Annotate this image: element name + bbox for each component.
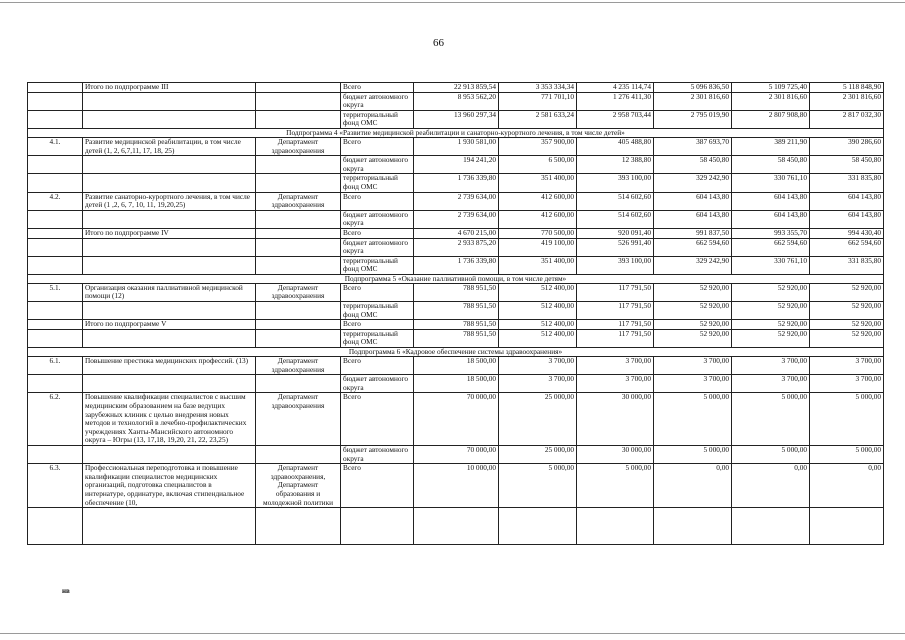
- row-code: [28, 174, 83, 192]
- row-amount-5: 58 450,80: [732, 156, 810, 174]
- row-amount-1: 18 500,00: [414, 357, 499, 375]
- page-edge-top: [0, 2, 905, 3]
- row-responsible-org: Департамент здравоохранения: [256, 357, 341, 375]
- table-row: [28, 283, 884, 301]
- row-amount-4: 5 096 836,50: [654, 83, 732, 93]
- row-responsible-org: [256, 320, 341, 330]
- row-amount-5: 662 594,60: [732, 238, 810, 256]
- row-amount-2: 512 400,00: [499, 320, 577, 330]
- row-amount-6: 2 301 816,60: [810, 92, 884, 110]
- row-code: [28, 92, 83, 110]
- row-amount-2: 3 353 334,34: [499, 83, 577, 93]
- row-amount-3: 30 000,00: [577, 393, 654, 446]
- row-activity-name: Организация оказания паллиативной медицинской помощи (12): [83, 283, 256, 301]
- row-responsible-org: [256, 238, 341, 256]
- row-code: [28, 238, 83, 256]
- row-amount-5: 52 920,00: [732, 302, 810, 320]
- row-amount-2: 3 700,00: [499, 375, 577, 393]
- row-amount-5: 0,00: [732, 464, 810, 508]
- table-row: [28, 156, 884, 174]
- row-responsible-org: Департамент здравоохранения, Департамент образования и молодежной политики: [256, 464, 341, 508]
- row-amount-1: 4 670 215,00: [414, 228, 499, 238]
- blank-cell: [732, 508, 810, 545]
- section-title: Подпрограмма 4 «Развитие медицинской реабилитации и санаторно-курортного лечения, в том числе детей»: [28, 128, 884, 137]
- row-amount-5: 993 355,70: [732, 228, 810, 238]
- table-row: [28, 174, 884, 192]
- table-row: [28, 137, 884, 155]
- row-amount-4: 52 920,00: [654, 320, 732, 330]
- blank-cell: [499, 508, 577, 545]
- row-funding-source: бюджет автономного округа: [341, 445, 414, 463]
- row-code: [28, 256, 83, 274]
- table-row: [28, 83, 884, 93]
- row-amount-5: 2 807 908,80: [732, 110, 810, 128]
- table-row: [28, 238, 884, 256]
- row-code: [28, 110, 83, 128]
- row-amount-4: 604 143,80: [654, 210, 732, 228]
- row-funding-source: Всего: [341, 283, 414, 301]
- row-amount-3: 1 276 411,30: [577, 92, 654, 110]
- row-amount-6: 52 920,00: [810, 329, 884, 347]
- row-funding-source: территориальный фонд ОМС: [341, 329, 414, 347]
- row-amount-6: 662 594,60: [810, 238, 884, 256]
- row-amount-2: 351 400,00: [499, 174, 577, 192]
- row-amount-6: 5 000,00: [810, 445, 884, 463]
- row-amount-1: 13 960 297,34: [414, 110, 499, 128]
- row-amount-4: 604 143,80: [654, 192, 732, 210]
- row-amount-6: 994 430,40: [810, 228, 884, 238]
- row-amount-3: 4 235 114,74: [577, 83, 654, 93]
- table-row: [28, 320, 884, 330]
- row-responsible-org: [256, 375, 341, 393]
- table-row: [28, 192, 884, 210]
- row-activity-name: [83, 210, 256, 228]
- row-amount-3: 5 000,00: [577, 464, 654, 508]
- table-row: [28, 92, 884, 110]
- row-amount-4: 387 693,70: [654, 137, 732, 155]
- table-row: [28, 375, 884, 393]
- row-amount-3: 405 488,80: [577, 137, 654, 155]
- page-number: 66: [433, 37, 444, 49]
- row-code: [28, 210, 83, 228]
- row-amount-4: 662 594,60: [654, 238, 732, 256]
- row-activity-name: Профессиональная переподготовка и повышение квалификации специалистов медицинских организаций, подготовка специалистов в интернатуре, ординатуре, включая стипендиальное обеспечение (10,: [83, 464, 256, 508]
- row-amount-3: 393 100,00: [577, 256, 654, 274]
- row-amount-2: 3 700,00: [499, 357, 577, 375]
- row-amount-3: 3 700,00: [577, 357, 654, 375]
- row-amount-1: 2 739 634,00: [414, 210, 499, 228]
- row-funding-source: Всего: [341, 464, 414, 508]
- section-header-row: [28, 274, 884, 283]
- row-amount-5: 330 761,10: [732, 256, 810, 274]
- row-amount-3: 12 388,80: [577, 156, 654, 174]
- row-amount-6: 0,00: [810, 464, 884, 508]
- row-code: [28, 228, 83, 238]
- row-code: [28, 302, 83, 320]
- table-row: [28, 110, 884, 128]
- table-row: [28, 256, 884, 274]
- row-amount-3: 514 602,60: [577, 210, 654, 228]
- row-amount-1: 70 000,00: [414, 445, 499, 463]
- row-funding-source: бюджет автономного округа: [341, 375, 414, 393]
- row-amount-3: 2 958 703,44: [577, 110, 654, 128]
- row-amount-5: 52 920,00: [732, 283, 810, 301]
- row-code: 6.3.: [28, 464, 83, 508]
- row-responsible-org: Департамент здравоохранения: [256, 393, 341, 446]
- row-amount-1: 2 739 634,00: [414, 192, 499, 210]
- row-code: [28, 156, 83, 174]
- table-row: [28, 393, 884, 446]
- row-funding-source: Всего: [341, 192, 414, 210]
- row-amount-4: 3 700,00: [654, 357, 732, 375]
- row-responsible-org: Департамент здравоохранения: [256, 283, 341, 301]
- row-amount-2: 5 000,00: [499, 464, 577, 508]
- row-funding-source: Всего: [341, 137, 414, 155]
- section-title: Подпрограмма 5 «Оказание паллиативной помощи, в том числе детям»: [28, 274, 884, 283]
- row-code: [28, 329, 83, 347]
- row-funding-source: бюджет автономного округа: [341, 92, 414, 110]
- row-amount-2: 412 600,00: [499, 210, 577, 228]
- row-responsible-org: [256, 302, 341, 320]
- row-activity-name: Развитие санаторно-курортного лечения, в том числе детей (1 ,2, 6, 7, 10, 11, 19,20,25): [83, 192, 256, 210]
- table-row: [28, 464, 884, 508]
- row-code: 6.2.: [28, 393, 83, 446]
- blank-cell: [810, 508, 884, 545]
- row-funding-source: Всего: [341, 320, 414, 330]
- row-responsible-org: [256, 329, 341, 347]
- row-activity-name: Итого по подпрограмме III: [83, 83, 256, 93]
- table-row: [28, 357, 884, 375]
- row-funding-source: бюджет автономного округа: [341, 210, 414, 228]
- row-amount-4: 2 301 816,60: [654, 92, 732, 110]
- row-amount-2: 770 500,00: [499, 228, 577, 238]
- row-responsible-org: Департамент здравоохранения: [256, 137, 341, 155]
- row-funding-source: Всего: [341, 357, 414, 375]
- row-funding-source: Всего: [341, 393, 414, 446]
- row-activity-name: [83, 375, 256, 393]
- row-amount-2: 6 500,00: [499, 156, 577, 174]
- table-row: [28, 228, 884, 238]
- row-activity-name: [83, 329, 256, 347]
- row-activity-name: Развитие медицинской реабилитации, в том числе детей (1, 2, 6,7,11, 17, 18, 25): [83, 137, 256, 155]
- row-amount-2: 771 701,10: [499, 92, 577, 110]
- row-funding-source: Всего: [341, 83, 414, 93]
- row-responsible-org: [256, 256, 341, 274]
- row-amount-6: 58 450,80: [810, 156, 884, 174]
- row-amount-2: 412 600,00: [499, 192, 577, 210]
- section-header-row: [28, 348, 884, 357]
- blank-cell: [654, 508, 732, 545]
- blank-cell: [341, 508, 414, 545]
- footer-mark: нв: [62, 587, 70, 595]
- row-amount-6: 2 817 032,30: [810, 110, 884, 128]
- row-amount-1: 1 736 339,80: [414, 174, 499, 192]
- section-header-row: [28, 128, 884, 137]
- blank-cell: [28, 508, 83, 545]
- row-amount-4: 2 795 019,90: [654, 110, 732, 128]
- row-code: [28, 320, 83, 330]
- row-activity-name: [83, 174, 256, 192]
- row-amount-2: 419 100,00: [499, 238, 577, 256]
- row-code: [28, 83, 83, 93]
- row-responsible-org: [256, 92, 341, 110]
- row-responsible-org: [256, 156, 341, 174]
- row-activity-name: Повышение престижа медицинских профессий. (13): [83, 357, 256, 375]
- row-funding-source: территориальный фонд ОМС: [341, 110, 414, 128]
- row-amount-1: 10 000,00: [414, 464, 499, 508]
- row-amount-2: 25 000,00: [499, 393, 577, 446]
- row-responsible-org: [256, 228, 341, 238]
- blank-cell: [577, 508, 654, 545]
- row-amount-6: 5 000,00: [810, 393, 884, 446]
- row-amount-6: 52 920,00: [810, 283, 884, 301]
- row-amount-2: 512 400,00: [499, 302, 577, 320]
- row-amount-5: 52 920,00: [732, 329, 810, 347]
- row-amount-5: 5 109 725,40: [732, 83, 810, 93]
- row-amount-5: 604 143,80: [732, 210, 810, 228]
- budget-table-body: [28, 83, 884, 545]
- row-activity-name: Итого по подпрограмме V: [83, 320, 256, 330]
- row-amount-5: 3 700,00: [732, 357, 810, 375]
- table-row: [28, 329, 884, 347]
- row-activity-name: [83, 302, 256, 320]
- row-amount-6: 604 143,80: [810, 192, 884, 210]
- row-amount-6: 3 700,00: [810, 375, 884, 393]
- row-amount-6: 604 143,80: [810, 210, 884, 228]
- row-amount-2: 2 581 633,24: [499, 110, 577, 128]
- row-amount-1: 788 951,50: [414, 283, 499, 301]
- row-amount-3: 3 700,00: [577, 375, 654, 393]
- row-amount-3: 30 000,00: [577, 445, 654, 463]
- row-amount-6: 3 700,00: [810, 357, 884, 375]
- row-amount-3: 117 791,50: [577, 329, 654, 347]
- row-amount-2: 512 400,00: [499, 283, 577, 301]
- row-amount-6: 5 118 848,90: [810, 83, 884, 93]
- row-responsible-org: [256, 174, 341, 192]
- row-amount-5: 2 301 816,60: [732, 92, 810, 110]
- row-amount-4: 329 242,90: [654, 174, 732, 192]
- row-amount-6: 52 920,00: [810, 320, 884, 330]
- table-row: [28, 445, 884, 463]
- row-amount-2: 351 400,00: [499, 256, 577, 274]
- section-title: Подпрограмма 6 «Кадровое обеспечение системы здравоохранения»: [28, 348, 884, 357]
- row-amount-5: 389 211,90: [732, 137, 810, 155]
- row-amount-4: 52 920,00: [654, 329, 732, 347]
- row-amount-5: 604 143,80: [732, 192, 810, 210]
- row-amount-6: 390 286,60: [810, 137, 884, 155]
- row-code: 4.1.: [28, 137, 83, 155]
- row-amount-1: 1 736 339,80: [414, 256, 499, 274]
- row-funding-source: территориальный фонд ОМС: [341, 174, 414, 192]
- row-activity-name: [83, 256, 256, 274]
- row-amount-5: 5 000,00: [732, 393, 810, 446]
- row-activity-name: [83, 156, 256, 174]
- table-row: [28, 210, 884, 228]
- row-responsible-org: [256, 83, 341, 93]
- row-amount-4: 52 920,00: [654, 283, 732, 301]
- row-amount-3: 526 991,40: [577, 238, 654, 256]
- row-funding-source: территориальный фонд ОМС: [341, 256, 414, 274]
- row-responsible-org: [256, 445, 341, 463]
- row-activity-name: [83, 92, 256, 110]
- row-amount-4: 991 837,50: [654, 228, 732, 238]
- row-amount-2: 512 400,00: [499, 329, 577, 347]
- table-row: [28, 302, 884, 320]
- row-amount-1: 2 933 875,20: [414, 238, 499, 256]
- row-amount-5: 330 761,10: [732, 174, 810, 192]
- table-row-continuation: [28, 508, 884, 545]
- row-code: 5.1.: [28, 283, 83, 301]
- row-amount-6: 331 835,80: [810, 174, 884, 192]
- row-amount-4: 0,00: [654, 464, 732, 508]
- row-amount-1: 788 951,50: [414, 329, 499, 347]
- row-amount-3: 920 091,40: [577, 228, 654, 238]
- row-amount-3: 514 602,60: [577, 192, 654, 210]
- row-amount-6: 331 835,80: [810, 256, 884, 274]
- row-code: 6.1.: [28, 357, 83, 375]
- row-funding-source: территориальный фонд ОМС: [341, 302, 414, 320]
- row-amount-1: 788 951,50: [414, 302, 499, 320]
- row-amount-1: 18 500,00: [414, 375, 499, 393]
- row-amount-3: 117 791,50: [577, 302, 654, 320]
- blank-cell: [256, 508, 341, 545]
- row-amount-1: 194 241,20: [414, 156, 499, 174]
- row-funding-source: Всего: [341, 228, 414, 238]
- budget-table: [27, 82, 884, 545]
- row-amount-4: 5 000,00: [654, 445, 732, 463]
- row-amount-3: 117 791,50: [577, 283, 654, 301]
- row-funding-source: бюджет автономного округа: [341, 156, 414, 174]
- row-amount-5: 52 920,00: [732, 320, 810, 330]
- row-amount-1: 22 913 859,54: [414, 83, 499, 93]
- row-amount-3: 117 791,50: [577, 320, 654, 330]
- row-activity-name: [83, 238, 256, 256]
- row-activity-name: Итого по подпрограмме IV: [83, 228, 256, 238]
- row-amount-1: 70 000,00: [414, 393, 499, 446]
- row-code: [28, 445, 83, 463]
- row-amount-4: 329 242,90: [654, 256, 732, 274]
- row-activity-name: Повышение квалификации специалистов с высшим медицинским образованием на базе ведущих зарубежных клиник с целью внедрения новых методов и технологий в лечебно-профилактических учреждениях Ханты-Мансийского автономного округа – Югры (13, 17,18, 19,20, 21, 22, 23,25): [83, 393, 256, 446]
- row-activity-name: [83, 445, 256, 463]
- row-amount-4: 5 000,00: [654, 393, 732, 446]
- blank-cell: [83, 508, 256, 545]
- row-responsible-org: [256, 110, 341, 128]
- row-amount-1: 8 953 562,20: [414, 92, 499, 110]
- row-amount-5: 5 000,00: [732, 445, 810, 463]
- row-amount-2: 25 000,00: [499, 445, 577, 463]
- row-code: 4.2.: [28, 192, 83, 210]
- row-funding-source: бюджет автономного округа: [341, 238, 414, 256]
- blank-cell: [414, 508, 499, 545]
- row-responsible-org: [256, 210, 341, 228]
- row-code: [28, 375, 83, 393]
- row-amount-4: 52 920,00: [654, 302, 732, 320]
- row-amount-1: 1 930 581,00: [414, 137, 499, 155]
- page-edge-bottom: [0, 633, 905, 634]
- row-amount-1: 788 951,50: [414, 320, 499, 330]
- row-amount-2: 357 900,00: [499, 137, 577, 155]
- row-amount-4: 3 700,00: [654, 375, 732, 393]
- row-amount-5: 3 700,00: [732, 375, 810, 393]
- row-amount-6: 52 920,00: [810, 302, 884, 320]
- row-activity-name: [83, 110, 256, 128]
- row-amount-3: 393 100,00: [577, 174, 654, 192]
- row-amount-4: 58 450,80: [654, 156, 732, 174]
- row-responsible-org: Департамент здравоохранения: [256, 192, 341, 210]
